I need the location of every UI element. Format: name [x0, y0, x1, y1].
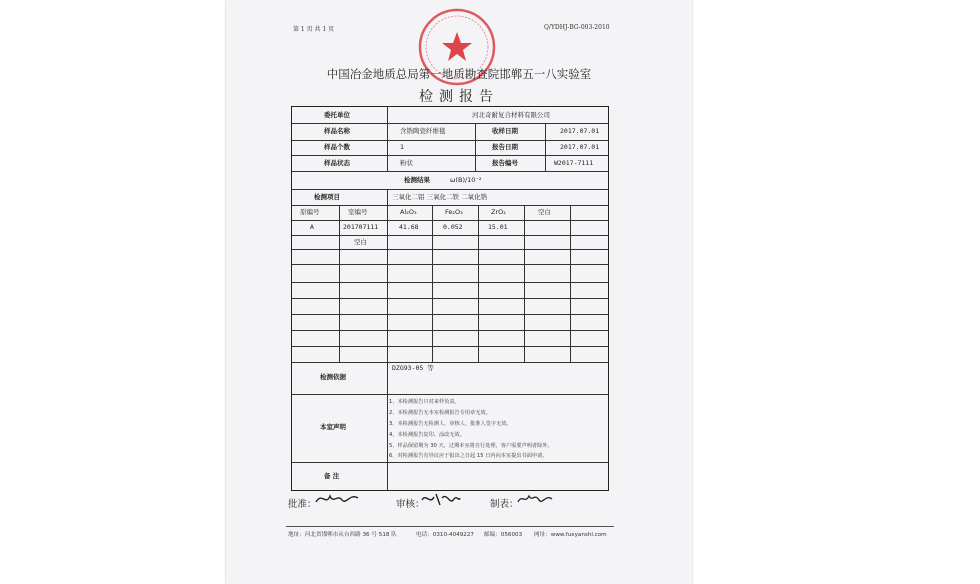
footer-website: 网址：www.fuxyanshl.com — [534, 532, 607, 538]
report-no-value: W2017-7111 — [554, 159, 594, 167]
table-cell: 15.01 — [488, 223, 508, 231]
test-items-label: 检测项目 — [314, 193, 340, 201]
footer-phone: 电话：0310-4049227 — [416, 532, 474, 538]
report-date-label: 报告日期 — [492, 143, 518, 151]
table-cell: A — [310, 223, 314, 231]
table-cell: 空白 — [354, 238, 367, 246]
col-header-zro2: ZrO₂ — [491, 208, 506, 216]
col-header-lab-no: 室编号 — [348, 208, 368, 216]
sample-state-value: 粉状 — [400, 159, 413, 167]
results-unit: ω(B)/10⁻² — [450, 176, 482, 184]
col-header-original-no: 原编号 — [300, 208, 320, 216]
statement-line: 3、本检测报告无检测人、审核人、批准人签字无效。 — [389, 421, 512, 427]
page-number: 第 1 页 共 1 页 — [293, 26, 335, 33]
basis-value: DZG93-05 等 — [392, 364, 434, 372]
report-page — [226, 0, 692, 584]
col-header-blank: 空白 — [538, 208, 551, 216]
report-table — [291, 106, 609, 491]
review-signature — [420, 490, 462, 508]
review-label: 审核： — [396, 499, 425, 510]
prepare-signature — [516, 490, 556, 508]
approve-label: 批准： — [288, 499, 317, 510]
footer-postcode: 邮编：056003 — [484, 532, 523, 538]
statement-line: 2、本检测报告无本室检测报告专用章无效。 — [389, 410, 491, 416]
table-cell: 0.052 — [443, 223, 463, 231]
table-cell: 201707111 — [343, 223, 379, 231]
client-value: 河北奇耐复合材料有限公司 — [472, 111, 550, 119]
report-date-value: 2017.07.01 — [560, 143, 600, 151]
received-date-value: 2017.07.01 — [560, 127, 600, 135]
test-items-value: 三氧化二铝 三氧化二铁 二氧化锆 — [392, 193, 488, 201]
col-header-fe2o3: Fe₂O₃ — [445, 208, 463, 216]
prepare-label: 制表： — [490, 499, 519, 510]
received-date-label: 收样日期 — [492, 127, 518, 135]
statement-line: 4、本检测报告复印、涂改无效。 — [389, 432, 465, 438]
statement-label: 本室声明 — [320, 423, 346, 431]
client-label: 委托单位 — [324, 111, 350, 119]
col-header-al2o3: Al₂O₃ — [400, 208, 417, 216]
statement-line: 1、本检测报告只对来样负责。 — [389, 399, 460, 405]
document-code: Q/YDHJ-BG-003-2010 — [544, 24, 610, 31]
sample-count-label: 样品个数 — [324, 143, 350, 151]
results-label: 检测结果 — [404, 176, 430, 184]
sample-count-value: 1 — [400, 143, 404, 151]
sample-state-label: 样品状态 — [324, 159, 350, 167]
remarks-label: 备 注 — [324, 472, 340, 480]
approve-signature — [314, 490, 360, 508]
statement-line: 6、对检测报告有异议应于报出之日起 15 日内向本室提出书面申请。 — [389, 453, 548, 459]
footer-address: 地址：河北省邯郸市从台西路 36 号 518 队 — [288, 532, 397, 538]
statement-line: 5、样品保留期为 30 天，过期本室将自行处理，客户需要声明者除外。 — [389, 443, 553, 449]
sample-name-label: 样品名称 — [324, 127, 350, 135]
table-cell: 41.68 — [399, 223, 419, 231]
report-no-label: 报告编号 — [492, 159, 518, 167]
basis-label: 检测依据 — [320, 373, 346, 381]
lab-title: 中国冶金地质总局第一地质勘查院邯郸五一八实验室 — [326, 67, 592, 81]
sample-name-value: 含锆陶瓷纤维毯 — [400, 127, 446, 135]
report-title: 检测报告 — [419, 89, 499, 105]
